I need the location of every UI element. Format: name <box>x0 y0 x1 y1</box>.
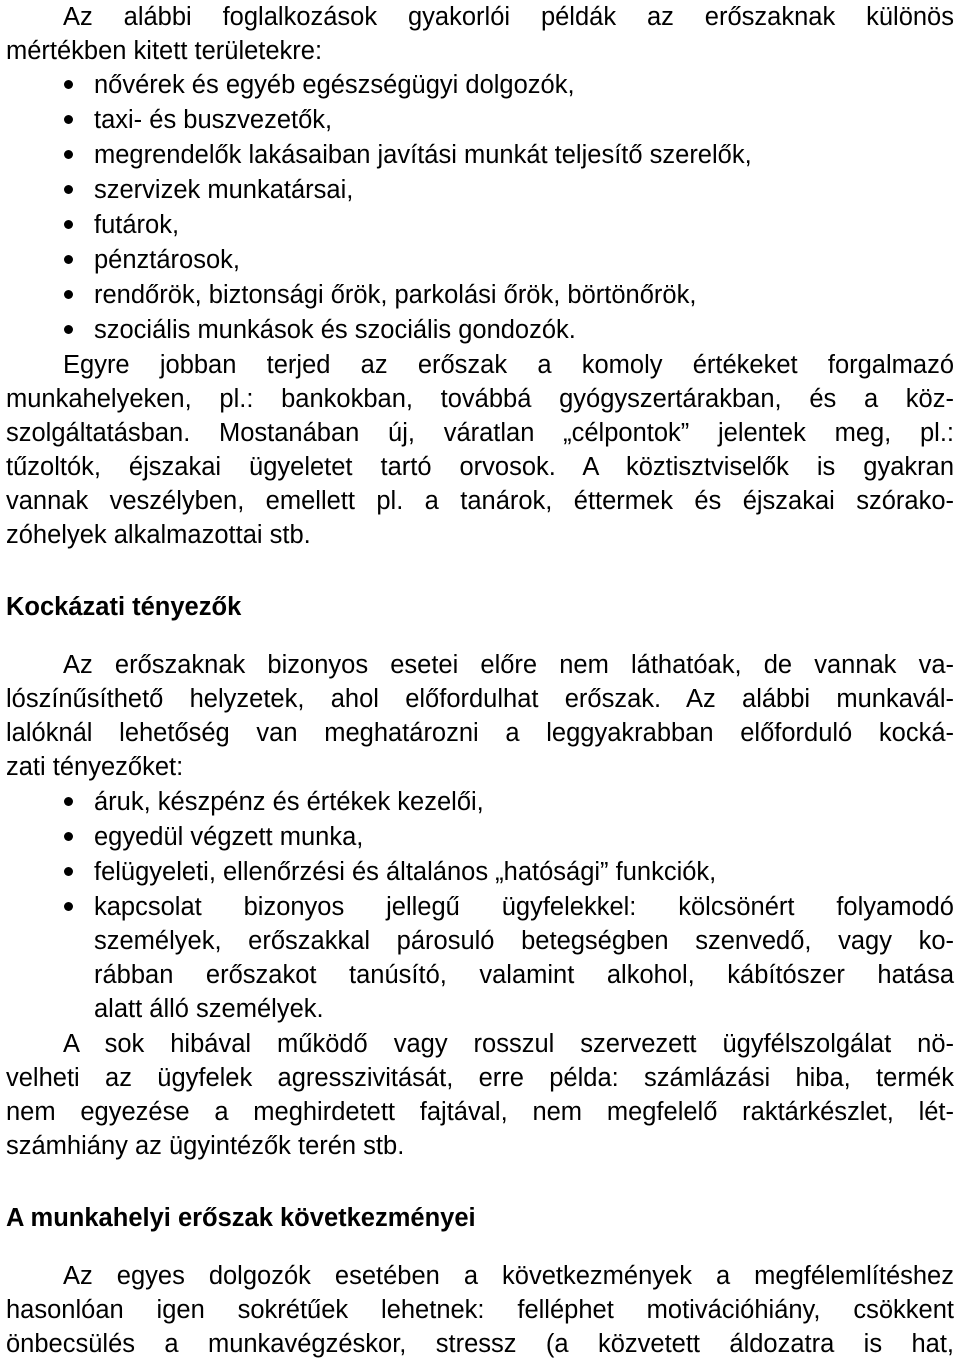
list-item: felügyeleti, ellenőrzési és általános „hatósági” funkciók, <box>94 858 717 886</box>
list-item-continuation: személyek, erőszakkal párosuló betegségben szenvedő, vagy ko- <box>94 927 954 955</box>
paragraph-3-line: lalóknál lehetőség van meghatározni a leggyakrabban előforduló kocká- <box>6 719 954 747</box>
section-heading: A munkahelyi erőszak következményei <box>6 1204 476 1232</box>
paragraph-2-line: szolgáltatásban. Mostanában új, váratlan „célpontok” jelentek meg, pl.: <box>6 419 954 447</box>
paragraph-2-line: Egyre jobban terjed az erőszak a komoly értékeket forgalmazó <box>63 351 954 379</box>
paragraph-5-line: önbecsülés a munkavégzéskor, stressz (a közvetett áldozatra is hat, <box>6 1330 954 1358</box>
paragraph-3-line: lószínűsíthető helyzetek, ahol előfordulhat erőszak. Az alábbi munkavál- <box>6 685 954 713</box>
list-item: áruk, készpénz és értékek kezelői, <box>94 788 484 816</box>
paragraph-5-line: hasonlóan igen sokrétűek lehetnek: felléphet motivációhiány, csökkent <box>6 1296 954 1324</box>
bullet-icon <box>64 832 73 841</box>
list-item: nővérek és egyéb egészségügyi dolgozók, <box>94 71 575 99</box>
bullet-icon <box>64 255 73 264</box>
paragraph-4-line: velheti az ügyfelek agresszivitását, erre példa: számlázási hiba, termék <box>6 1064 954 1092</box>
paragraph-1-line: Az alábbi foglalkozások gyakorlói példák az erőszaknak különös <box>63 3 954 31</box>
paragraph-2-line: vannak veszélyben, emellett pl. a tanárok, éttermek és éjszakai szórako- <box>6 487 954 515</box>
paragraph-3-line: Az erőszaknak bizonyos esetei előre nem láthatóak, de vannak va- <box>63 651 954 679</box>
bullet-icon <box>64 220 73 229</box>
paragraph-4-line: nem egyezése a meghirdetett fajtával, nem megfelelő raktárkészlet, lét- <box>6 1098 954 1126</box>
bullet-icon <box>64 902 73 911</box>
paragraph-2-line: tűzoltók, éjszakai ügyeletet tartó orvosok. A köztisztviselők is gyakran <box>6 453 954 481</box>
section-heading: Kockázati tényezők <box>6 593 242 621</box>
list-item: szociális munkások és szociális gondozók. <box>94 316 576 344</box>
bullet-icon <box>64 185 73 194</box>
list-item-continuation: alatt álló személyek. <box>94 995 324 1023</box>
list-item: rendőrök, biztonsági őrök, parkolási őrök, börtönőrök, <box>94 281 697 309</box>
list-item: taxi- és buszvezetők, <box>94 106 333 134</box>
paragraph-2-line: zóhelyek alkalmazottai stb. <box>6 521 311 549</box>
bullet-icon <box>64 80 73 89</box>
bullet-icon <box>64 150 73 159</box>
paragraph-3-line: zati tényezőket: <box>6 753 184 781</box>
paragraph-4-line: számhiány az ügyintézők terén stb. <box>6 1132 405 1160</box>
bullet-icon <box>64 325 73 334</box>
list-item-continuation: rábban erőszakot tanúsító, valamint alkohol, kábítószer hatása <box>94 961 954 989</box>
list-item: kapcsolat bizonyos jellegű ügyfelekkel: kölcsönért folyamodó <box>94 893 954 921</box>
bullet-icon <box>64 115 73 124</box>
list-item: pénztárosok, <box>94 246 241 274</box>
bullet-icon <box>64 290 73 299</box>
paragraph-2-line: munkahelyeken, pl.: bankokban, továbbá gyógyszertárakban, és a köz- <box>6 385 954 413</box>
bullet-icon <box>64 797 73 806</box>
paragraph-4-line: A sok hibával működő vagy rosszul szervezett ügyfélszolgálat nö- <box>63 1030 954 1058</box>
list-item: egyedül végzett munka, <box>94 823 364 851</box>
list-item: megrendelők lakásaiban javítási munkát teljesítő szerelők, <box>94 141 752 169</box>
list-item: futárok, <box>94 211 180 239</box>
paragraph-1-line: mértékben kitett területekre: <box>6 37 323 65</box>
paragraph-5-line: Az egyes dolgozók esetében a következmények a megfélemlítéshez <box>63 1262 954 1290</box>
list-item: szervizek munkatársai, <box>94 176 354 204</box>
bullet-icon <box>64 867 73 876</box>
